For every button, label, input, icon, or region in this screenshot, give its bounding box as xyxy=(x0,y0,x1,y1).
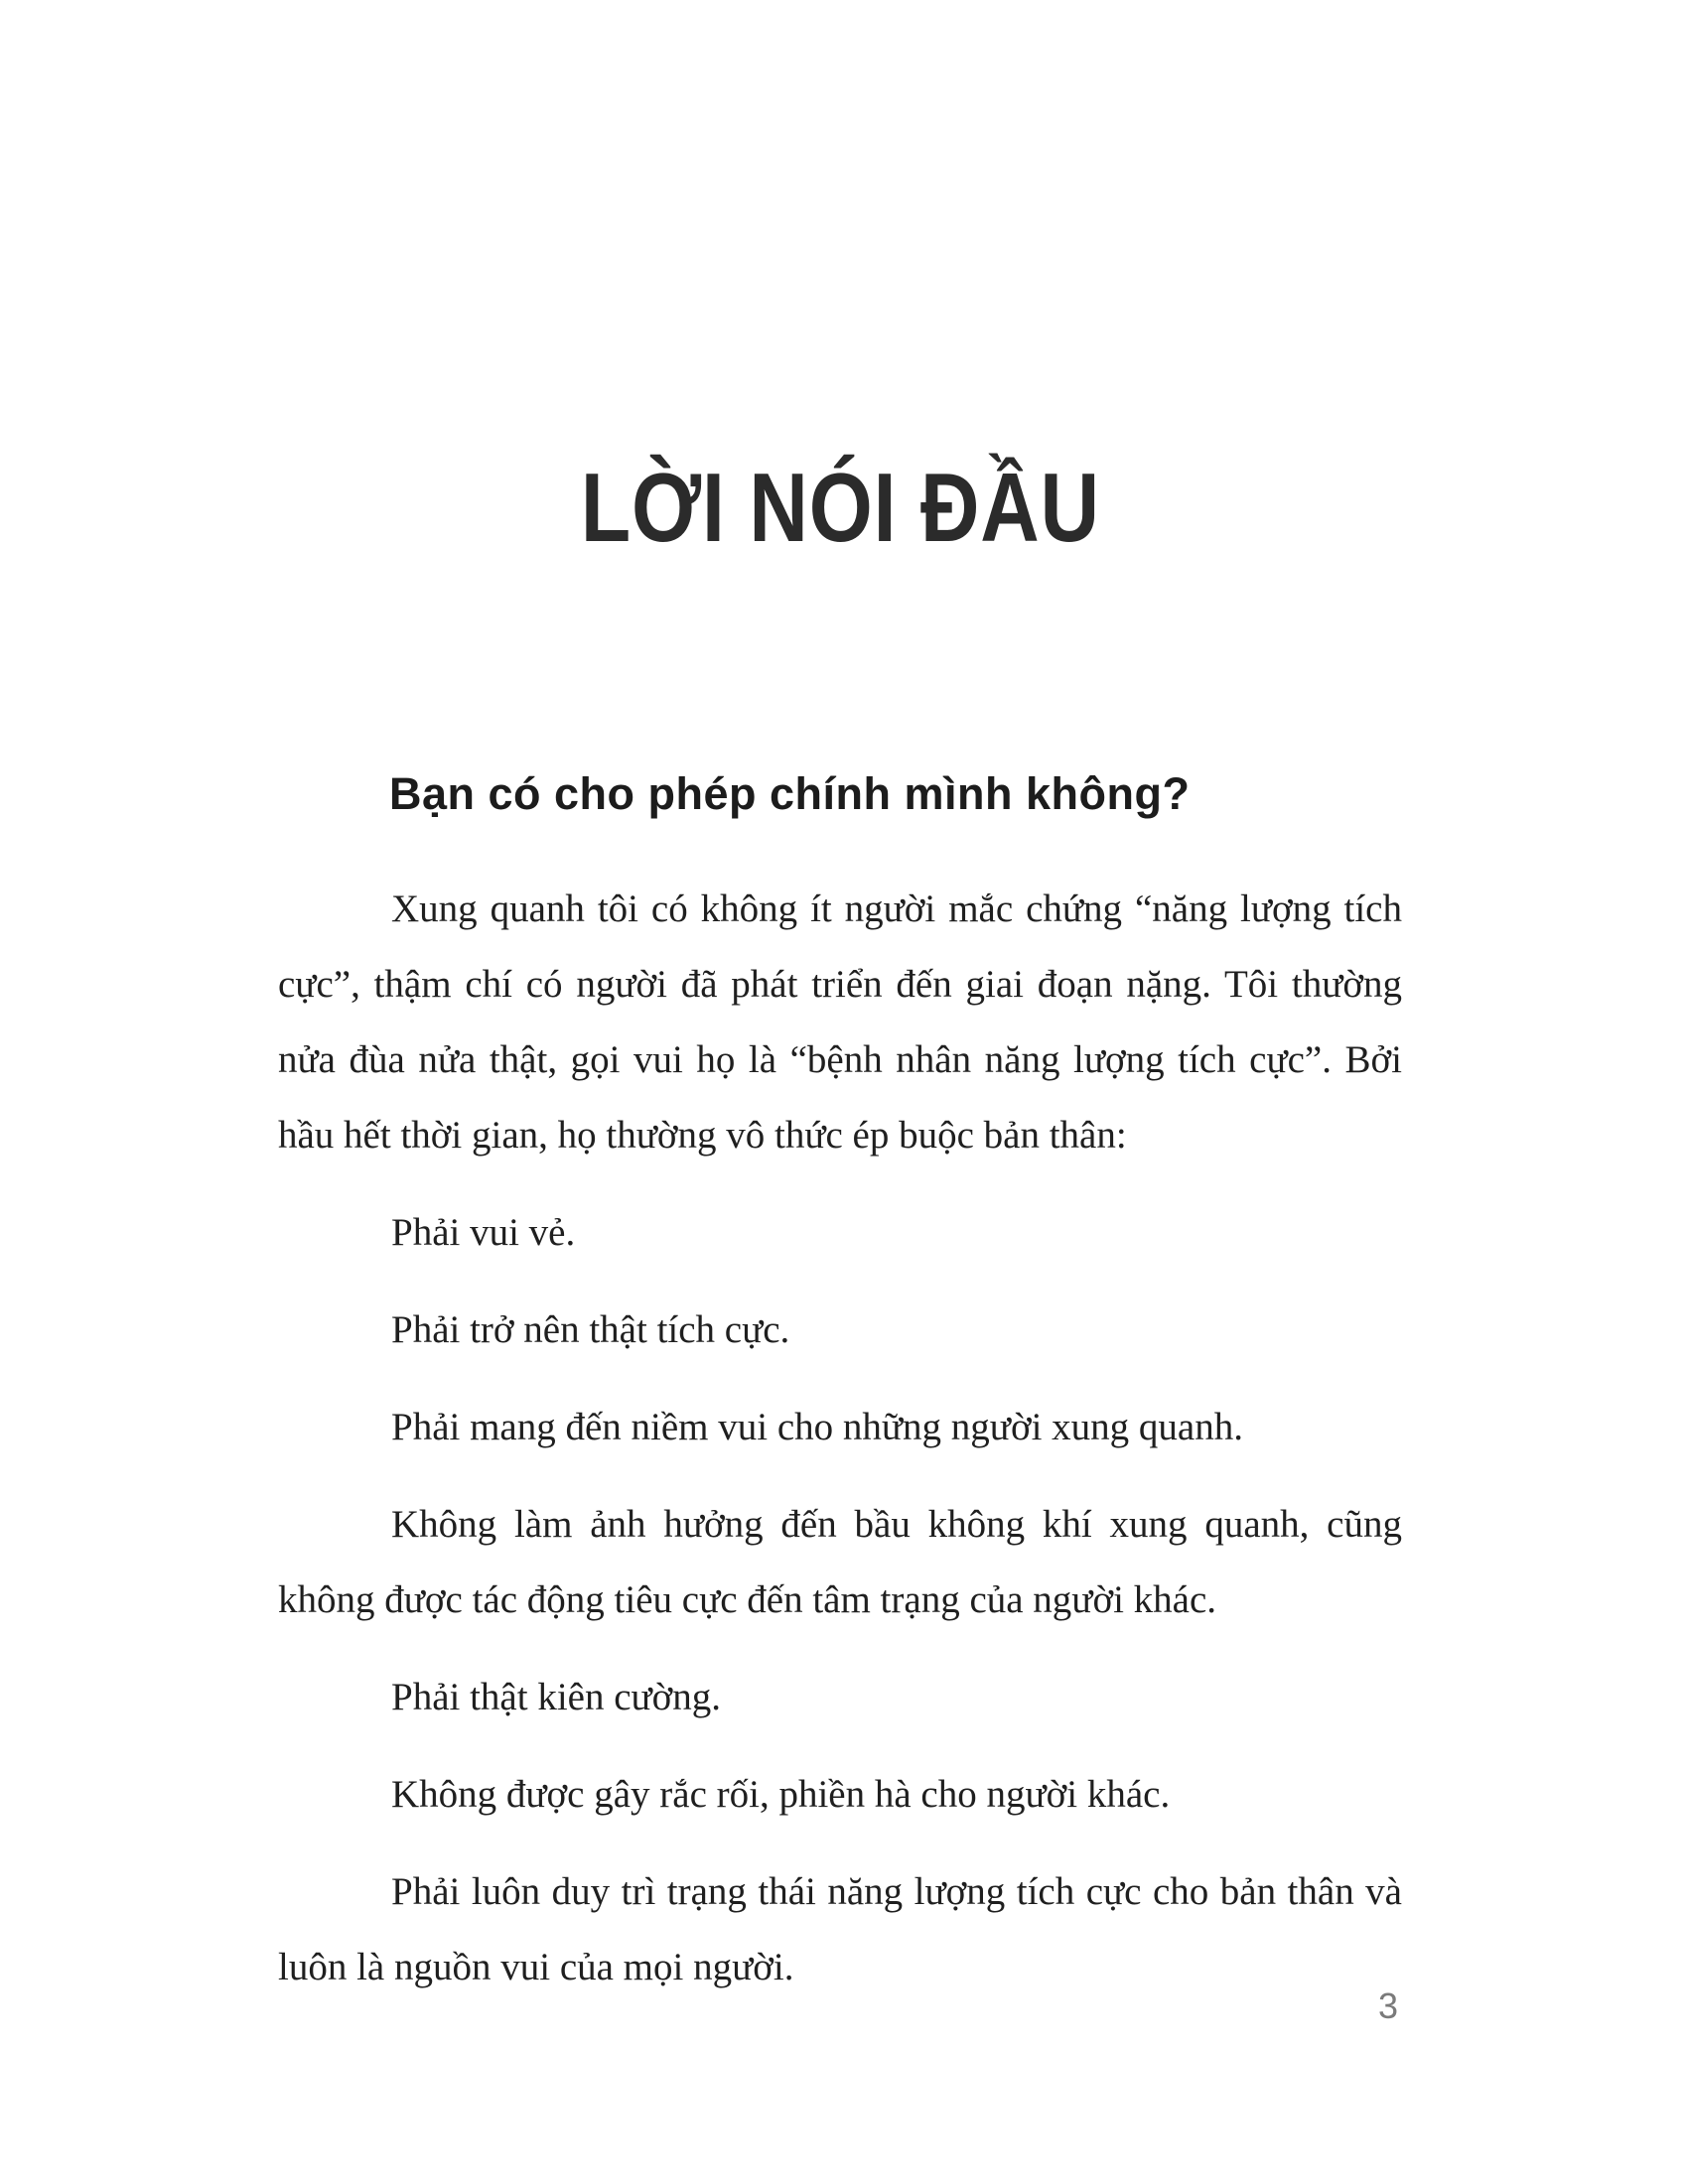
paragraph: Không làm ảnh hưởng đến bầu không khí xung quanh, cũng không được tác động tiêu cực đến tâm trạng của người khác. xyxy=(278,1502,1402,1621)
paragraph: Xung quanh tôi có không ít người mắc chứng “năng lượng tích cực”, thậm chí có người đã phát triển đến giai đoạn nặng. Tôi thường nửa đùa nửa thật, gọi vui họ là “bệnh nhân năng lượng tích cực”. Bởi hầu hết thời gian, họ thường vô thức ép buộc bản thân: xyxy=(278,887,1402,1157)
paragraph: Không được gây rắc rối, phiền hà cho người khác. xyxy=(391,1772,1171,1816)
section-subtitle: Bạn có cho phép chính mình không? xyxy=(389,767,1191,819)
paragraph: Phải mang đến niềm vui cho những người xung quanh. xyxy=(391,1405,1243,1448)
chapter-title-text: LỜI NÓI ĐẦU xyxy=(580,453,1100,562)
chapter-title xyxy=(278,455,1402,562)
body-text xyxy=(278,872,1402,2005)
paragraph: Phải luôn duy trì trạng thái năng lượng tích cực cho bản thân và luôn là nguồn vui của mọi người. xyxy=(278,1869,1402,1988)
paragraph: Phải vui vẻ. xyxy=(391,1210,576,1254)
page-number: 3 xyxy=(1377,1985,1398,2026)
paragraph: Phải trở nên thật tích cực. xyxy=(391,1307,790,1351)
paragraph: Phải thật kiên cường. xyxy=(391,1675,722,1718)
